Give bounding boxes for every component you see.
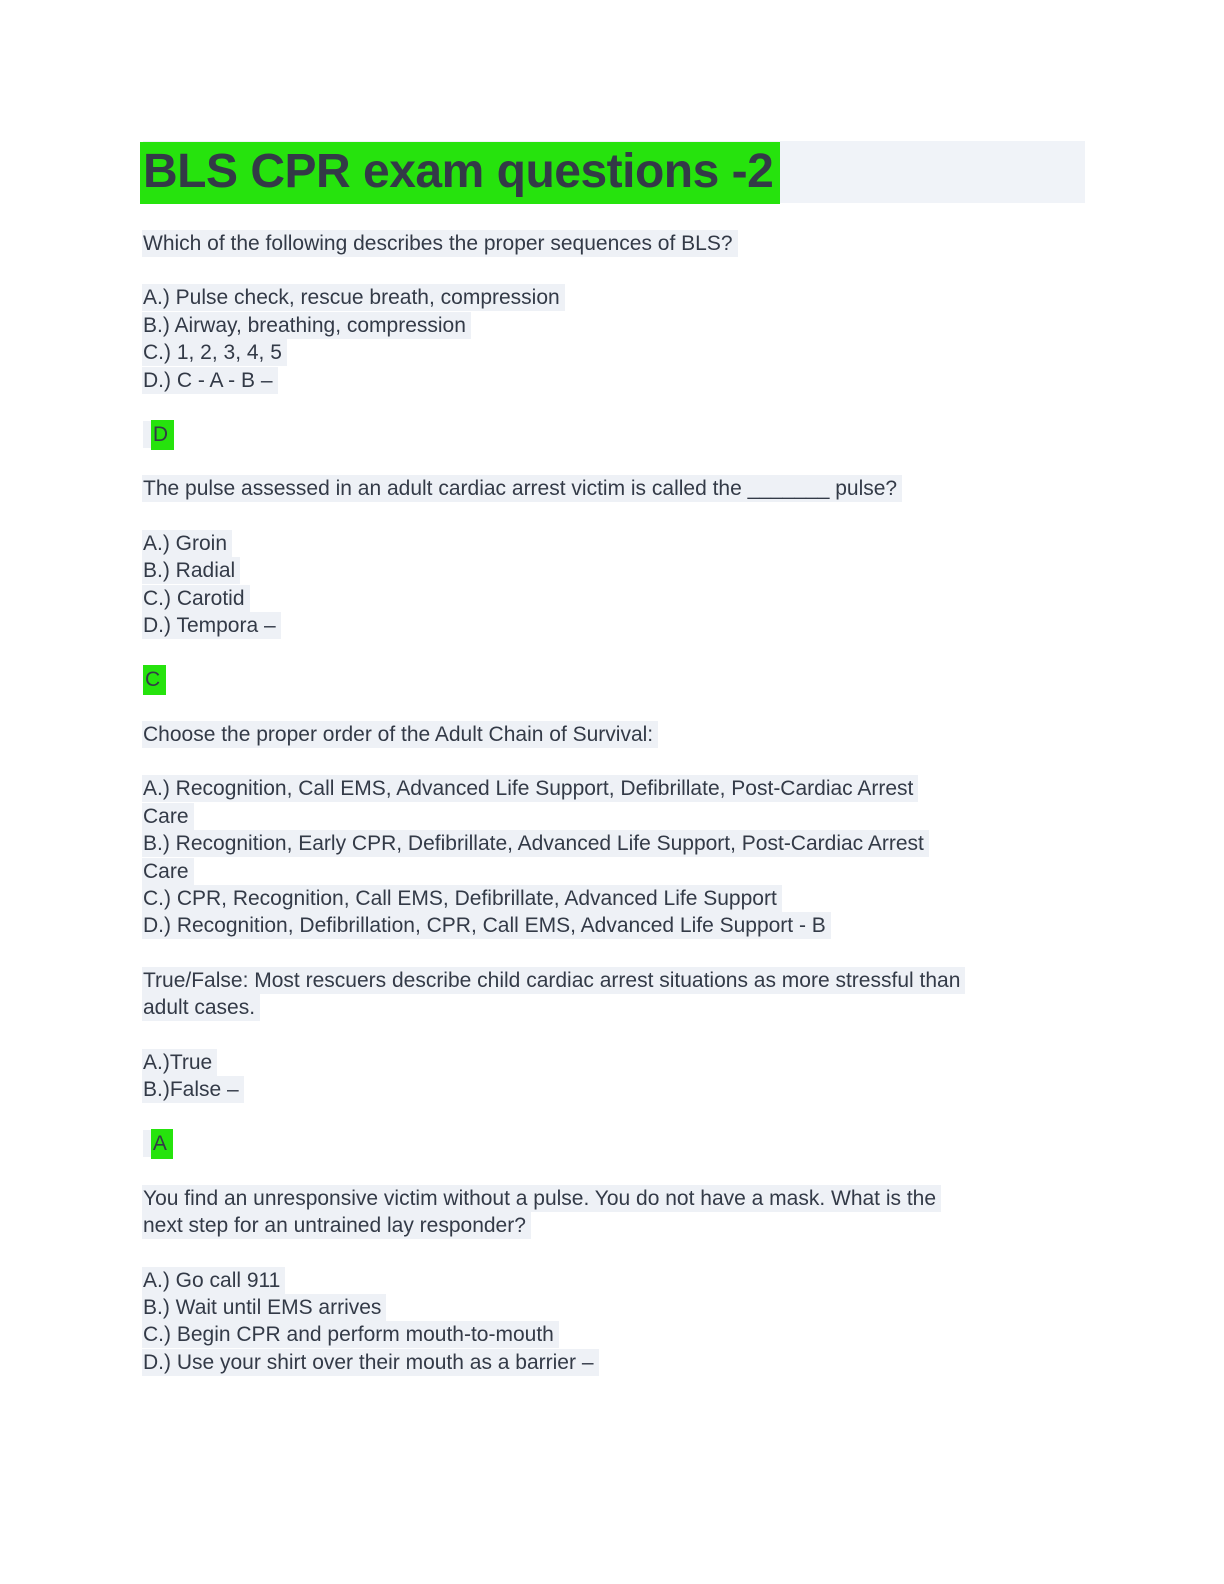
question-line: Choose the proper order of the Adult Chain of Survival: bbox=[142, 721, 658, 748]
option-a: A.)True bbox=[142, 1049, 217, 1076]
option-b: B.) Airway, breathing, compression bbox=[142, 312, 471, 339]
option-b: B.)False – bbox=[142, 1076, 244, 1103]
option-d: D.) Use your shirt over their mouth as a barrier – bbox=[142, 1349, 599, 1376]
title-bar bbox=[143, 141, 1085, 203]
question-2-options bbox=[143, 530, 1085, 640]
question-5-options bbox=[143, 1267, 1085, 1377]
question-4-options bbox=[143, 1049, 1085, 1104]
document-title: BLS CPR exam questions -2 bbox=[140, 142, 780, 204]
answer-mark: C bbox=[143, 665, 166, 695]
option-a: A.) Groin bbox=[142, 530, 232, 557]
option-a-line-1: A.) Recognition, Call EMS, Advanced Life Support, Defibrillate, Post-Cardiac Arrest bbox=[142, 775, 918, 802]
answer-mark: A bbox=[151, 1129, 173, 1159]
option-d: D.) Tempora – bbox=[142, 612, 281, 639]
highlight-space bbox=[143, 1130, 151, 1157]
option-d: D.) C - A - B – bbox=[142, 367, 278, 394]
question-line: The pulse assessed in an adult cardiac arrest victim is called the _______ pulse? bbox=[142, 475, 902, 502]
option-a-line-2: Care bbox=[142, 803, 194, 830]
option-b-line-2: Care bbox=[142, 858, 194, 885]
option-c: C.) Carotid bbox=[142, 585, 250, 612]
answer-mark: D bbox=[151, 420, 174, 450]
option-c: C.) 1, 2, 3, 4, 5 bbox=[142, 339, 287, 366]
question-line-1: True/False: Most rescuers describe child cardiac arrest situations as more stressful than bbox=[142, 967, 965, 994]
question-4-answer bbox=[143, 1130, 1085, 1157]
question-2-text bbox=[143, 475, 1085, 502]
option-c: C.) Begin CPR and perform mouth-to-mouth bbox=[142, 1321, 559, 1348]
option-c: C.) CPR, Recognition, Call EMS, Defibrillate, Advanced Life Support bbox=[142, 885, 782, 912]
question-1-text bbox=[143, 230, 1085, 257]
question-line-2: next step for an untrained lay responder? bbox=[142, 1212, 531, 1239]
highlight-space bbox=[143, 421, 151, 448]
question-line-2: adult cases. bbox=[142, 994, 260, 1021]
option-b: B.) Radial bbox=[142, 557, 240, 584]
question-5-text bbox=[143, 1185, 1085, 1240]
question-4-text bbox=[143, 967, 1085, 1022]
question-1-answer bbox=[143, 421, 1085, 448]
option-b-line-1: B.) Recognition, Early CPR, Defibrillate, Advanced Life Support, Post-Cardiac Arrest bbox=[142, 830, 929, 857]
option-b: B.) Wait until EMS arrives bbox=[142, 1294, 386, 1321]
question-2-answer bbox=[143, 666, 1085, 693]
question-1-options bbox=[143, 284, 1085, 394]
question-line: Which of the following describes the proper sequences of BLS? bbox=[142, 230, 738, 257]
question-3-options bbox=[143, 775, 1085, 939]
option-a: A.) Go call 911 bbox=[142, 1267, 285, 1294]
option-a: A.) Pulse check, rescue breath, compression bbox=[142, 284, 565, 311]
question-line-1: You find an unresponsive victim without a pulse. You do not have a mask. What is the bbox=[142, 1185, 941, 1212]
option-d: D.) Recognition, Defibrillation, CPR, Call EMS, Advanced Life Support - B bbox=[142, 912, 831, 939]
question-3-text bbox=[143, 721, 1085, 748]
